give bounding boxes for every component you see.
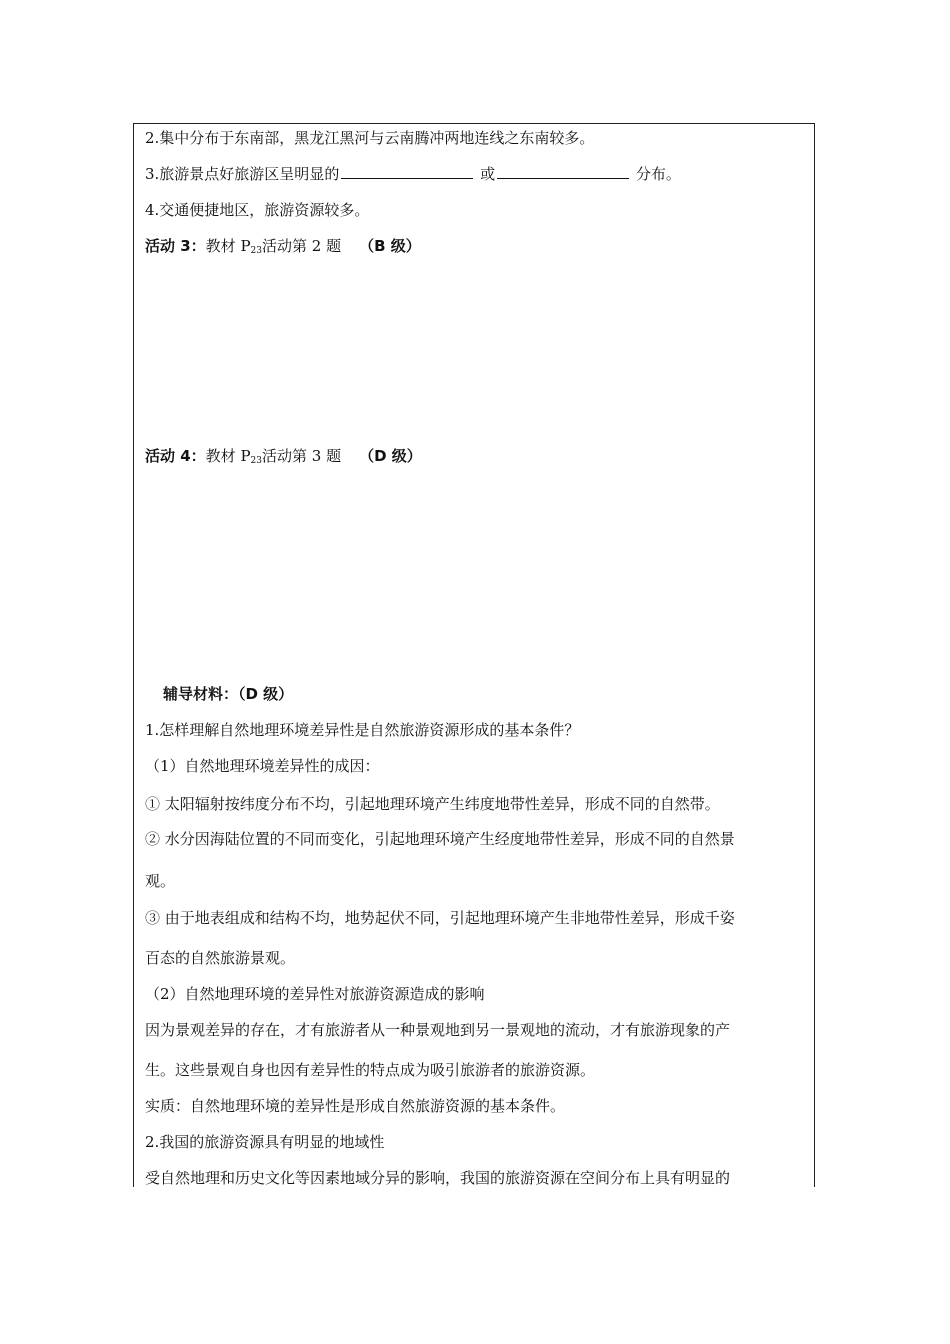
support-point-3-line-1: ③ 由于地表组成和结构不均，地势起伏不同，引起地理环境产生非地带性差异，形成千姿: [145, 909, 735, 927]
activity-3: [145, 236, 421, 261]
support-point-2-line-1: ② 水分因海陆位置的不同而变化，引起地理环境产生经度地带性差异，形成不同的自然景: [145, 830, 735, 848]
support-paragraph-line-1: 因为景观差异的存在，才有旅游者从一种景观地到另一景观地的流动，才有旅游现象的产: [145, 1021, 731, 1039]
activity-4-text-before: 教材 P: [205, 447, 251, 465]
support-question-2: 2.我国的旅游资源具有明显的地域性: [145, 1133, 385, 1151]
support-subheading-2: （2）自然地理环境的差异性对旅游资源造成的影响: [145, 985, 485, 1003]
activity-4: [145, 446, 422, 471]
support-essence: 实质：自然地理环境的差异性是形成自然旅游资源的基本条件。: [145, 1097, 566, 1115]
support-point-1: ① 太阳辐射按纬度分布不均，引起地理环境产生纬度地带性差异，形成不同的自然带。: [145, 795, 720, 813]
activity-3-text-before: 教材 P: [205, 237, 251, 255]
activity-3-page-subscript: 23: [250, 246, 262, 256]
activity-3-level: （B 级）: [359, 237, 421, 255]
support-paragraph-line-2: 生。这些景观自身也因有差异性的特点成为吸引旅游者的旅游资源。: [145, 1061, 596, 1079]
support-heading: 辅导材料：（D 级）: [163, 685, 294, 703]
activity-4-page-subscript: 23: [250, 456, 262, 466]
item-2: 2.集中分布于东南部，黑龙江黑河与云南腾冲两地连线之东南较多。: [145, 129, 595, 147]
activity-4-text-after: 活动第 3 题: [262, 447, 342, 465]
activity-3-label: 活动 3：: [145, 237, 206, 255]
support-question-1: 1.怎样理解自然地理环境差异性是自然旅游资源形成的基本条件？: [145, 721, 580, 739]
activity-4-level: （D 级）: [359, 447, 422, 465]
item-3: [145, 164, 681, 184]
item-3-mid: 或: [480, 165, 496, 183]
item-4: 4.交通便捷地区，旅游资源较多。: [145, 201, 370, 219]
support-subheading-1: （1）自然地理环境差异性的成因：: [145, 757, 380, 775]
item-3-prefix: 3.旅游景点好旅游区呈明显的: [145, 165, 340, 183]
activity-4-label: 活动 4：: [145, 447, 206, 465]
fill-blank-1[interactable]: [341, 164, 473, 179]
support-point-3-line-2: 百态的自然旅游景观。: [145, 949, 296, 967]
item-3-suffix: 分布。: [635, 165, 681, 183]
fill-blank-2[interactable]: [497, 164, 629, 179]
support-paragraph-last: 受自然地理和历史文化等因素地域分异的影响，我国的旅游资源在空间分布上具有明显的: [145, 1169, 731, 1187]
support-point-2-line-2: 观。: [145, 872, 176, 890]
activity-3-text-after: 活动第 2 题: [262, 237, 342, 255]
